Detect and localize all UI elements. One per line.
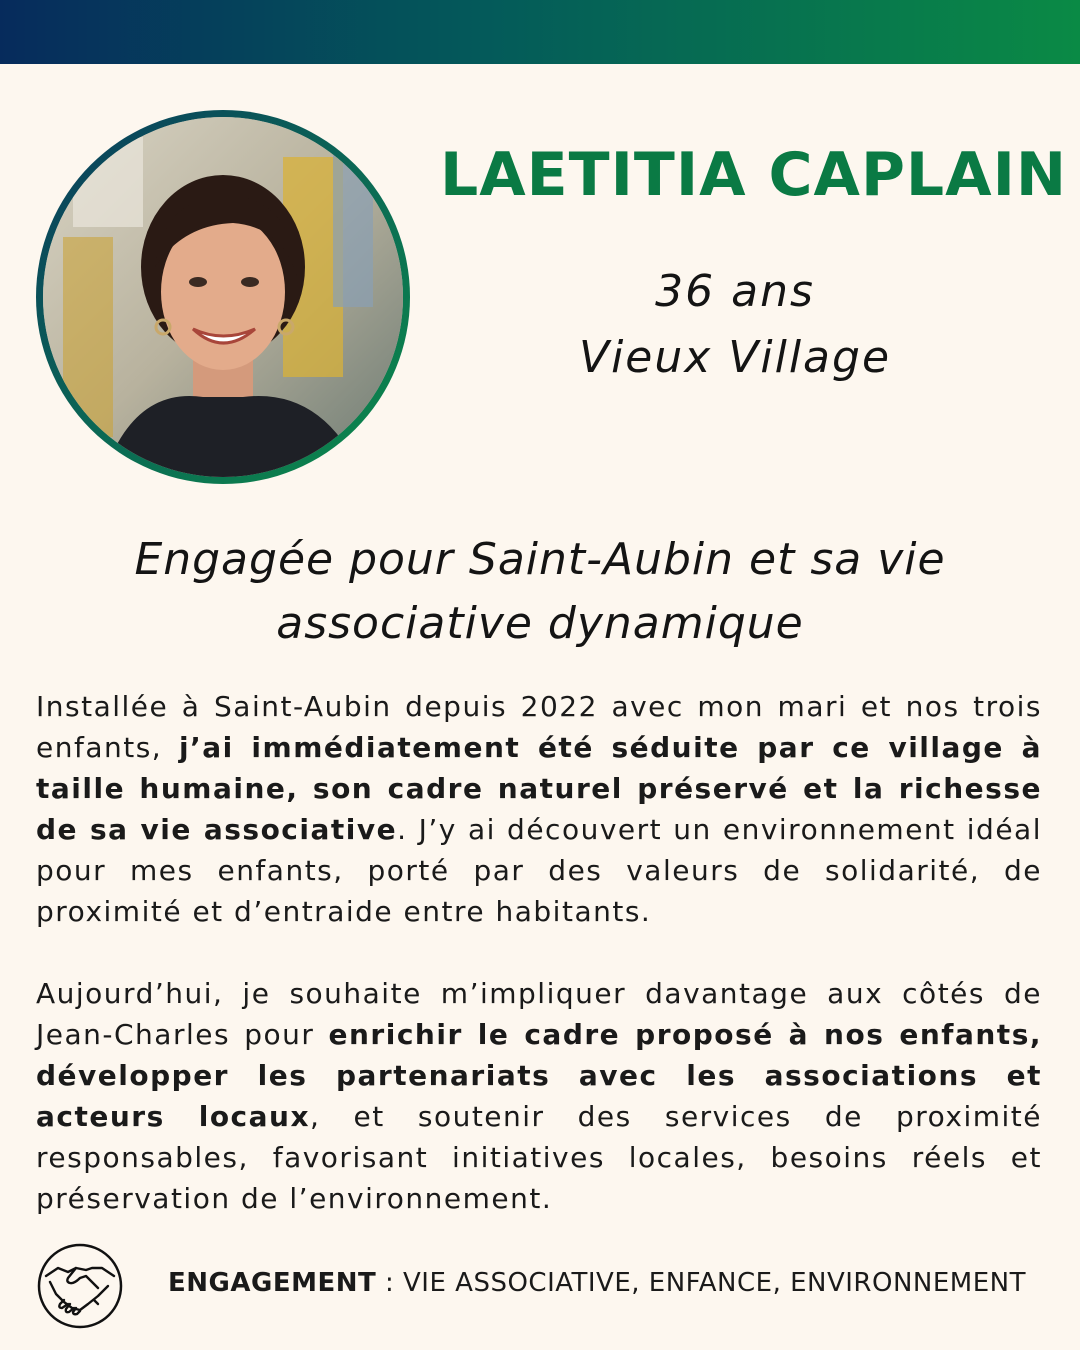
bio-1-intro: Installée à Saint-Aubin depuis 2022 avec mon mari et nos trois enfants, [36,690,1042,764]
portrait-photo [43,117,403,477]
bio-2-intro: Aujourd’hui, je souhaite m’impliquer davantage aux côtés de Jean-Charles pour [36,977,1042,1051]
candidate-name: LAETITIA CAPLAIN [440,140,1068,210]
bio-1-highlight: j’ai immédiatement été séduite par ce village à taille humaine, son cadre naturel préservé et la richesse de sa vie associative [36,731,1042,846]
engagement-separator: : [376,1268,404,1298]
candidate-neighbourhood: Vieux Village [578,332,892,383]
candidate-age: 36 ans [655,266,815,317]
handshake-icon [36,1242,124,1330]
bio-paragraph-2 [36,973,1042,1219]
engagement-label: ENGAGEMENT [168,1268,377,1298]
portrait-frame [36,110,410,484]
tagline: Engagée pour Saint-Aubin et sa vie associative dynamique [134,534,946,649]
top-gradient-bar [0,0,1080,64]
engagement-line [168,1268,1026,1298]
bio-2-highlight: enrichir le cadre proposé à nos enfants, développer les partenariats avec les associations et acteurs locaux [36,1018,1042,1133]
engagement-topics: VIE ASSOCIATIVE, ENFANCE, ENVIRONNEMENT [403,1268,1026,1298]
bio-1-rest: . J’y ai découvert un environnement idéal pour mes enfants, porté par des valeurs de solidarité, de proximité et d’entraide entre habitants. [36,813,1042,928]
bio-paragraph-1 [36,686,1042,932]
bio-2-rest: , et soutenir des services de proximité responsables, favorisant initiatives locales, besoins réels et préservation de l’environnement. [36,1100,1042,1215]
